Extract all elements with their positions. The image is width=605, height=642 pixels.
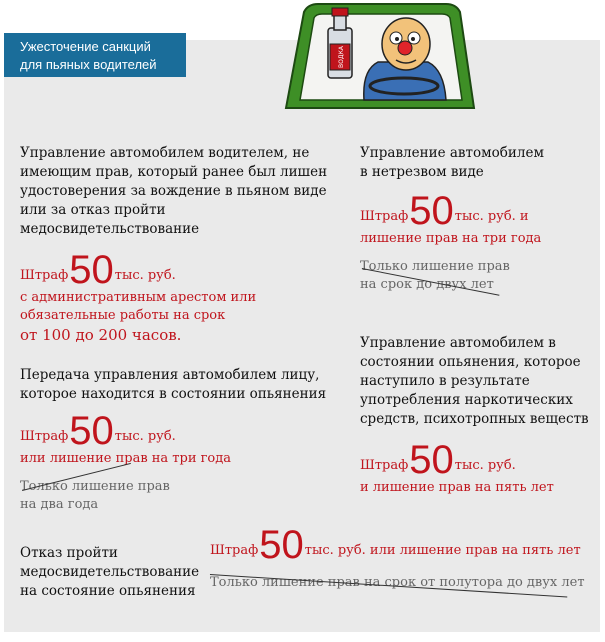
- old-penalty: [210, 574, 590, 592]
- extra-text: [20, 289, 340, 345]
- question-line: состоянии опьянения, которое: [360, 354, 581, 370]
- question-line: наступило в результате: [360, 373, 530, 389]
- question-line: средств, психотропных веществ: [360, 411, 589, 427]
- old-penalty: [360, 258, 590, 294]
- block-refuse-test: [20, 544, 200, 601]
- fine-suffix: тыс. руб.: [114, 429, 176, 444]
- fine-word: Штраф: [20, 268, 69, 283]
- header-badge: [4, 33, 186, 77]
- drunk-driver-illustration: [278, 0, 478, 110]
- fine-suffix: тыс. руб. и: [454, 209, 529, 224]
- header-line-1: Ужесточение санкций: [20, 39, 151, 54]
- question-line: которое находится в состоянии опьянения: [20, 386, 327, 402]
- fine-line: [360, 189, 590, 233]
- header-line-2: для пьяных водителей: [20, 57, 157, 72]
- question-line: имеющим прав, который ранее был лишен: [20, 164, 328, 180]
- question-line: Отказ пройти: [20, 545, 118, 561]
- question-text: [20, 144, 340, 239]
- extra-line: обязательные работы на срок: [20, 308, 226, 323]
- block-drunk-driving: [360, 144, 590, 294]
- question-text: [20, 544, 200, 601]
- fine-line: [20, 248, 340, 292]
- question-text: [360, 334, 595, 429]
- extra-text: или лишение прав на три года: [20, 451, 232, 466]
- fine-word: Штраф: [210, 543, 259, 558]
- block-refuse-test-penalty: [210, 523, 590, 592]
- question-line: Управление автомобилем в: [360, 335, 556, 351]
- question-line: в нетрезвом виде: [360, 164, 484, 180]
- question-line: употребления наркотических: [360, 392, 573, 408]
- question-line: Управление автомобилем: [360, 145, 544, 161]
- old-penalty: [20, 478, 340, 514]
- fine-line: [210, 523, 590, 567]
- block-transfer-control: [20, 366, 340, 514]
- question-line: Управление автомобилем водителем, не: [20, 145, 310, 161]
- question-line: медосвидетельствование: [20, 564, 200, 580]
- old-penalty-line: на два года: [20, 497, 99, 512]
- extra-line: с административным арестом или: [20, 290, 257, 305]
- question-text: [360, 144, 590, 182]
- extra-line-emphasis: от 100 до 200 часов.: [20, 326, 182, 344]
- question-line: удостоверения за вождение в пьяном виде: [20, 183, 327, 199]
- fine-line: [20, 409, 340, 453]
- old-penalty-line: Только лишение прав на срок от полутора до двух лет: [210, 575, 585, 590]
- question-text: [20, 366, 340, 404]
- fine-amount: 50: [409, 438, 454, 482]
- old-penalty-line: Только лишение прав: [360, 259, 510, 274]
- fine-line: [360, 438, 595, 482]
- question-line: на состояние опьянения: [20, 583, 196, 599]
- fine-amount: 50: [259, 523, 304, 567]
- extra-text: и лишение прав на пять лет: [360, 480, 554, 495]
- old-penalty-line: на срок до двух лет: [360, 277, 494, 292]
- fine-amount: 50: [409, 189, 454, 233]
- fine-suffix: тыс. руб. или лишение прав на пять лет: [304, 543, 581, 558]
- bottle-label: ВОДКА: [338, 46, 345, 68]
- fine-word: Штраф: [360, 209, 409, 224]
- fine-suffix: тыс. руб.: [114, 268, 176, 283]
- question-line: или за отказ пройти медосвидетельствование: [20, 202, 200, 237]
- fine-suffix: тыс. руб.: [454, 458, 516, 473]
- fine-word: Штраф: [360, 458, 409, 473]
- fine-word: Штраф: [20, 429, 69, 444]
- old-penalty-line: Только лишение прав: [20, 479, 170, 494]
- block-unlicensed-repeat: [20, 144, 340, 345]
- question-line: Передача управления автомобилем лицу,: [20, 367, 320, 383]
- extra-text: лишение прав на три года: [360, 231, 542, 246]
- block-drug-intoxication: [360, 334, 595, 497]
- fine-amount: 50: [69, 248, 114, 292]
- fine-amount: 50: [69, 409, 114, 453]
